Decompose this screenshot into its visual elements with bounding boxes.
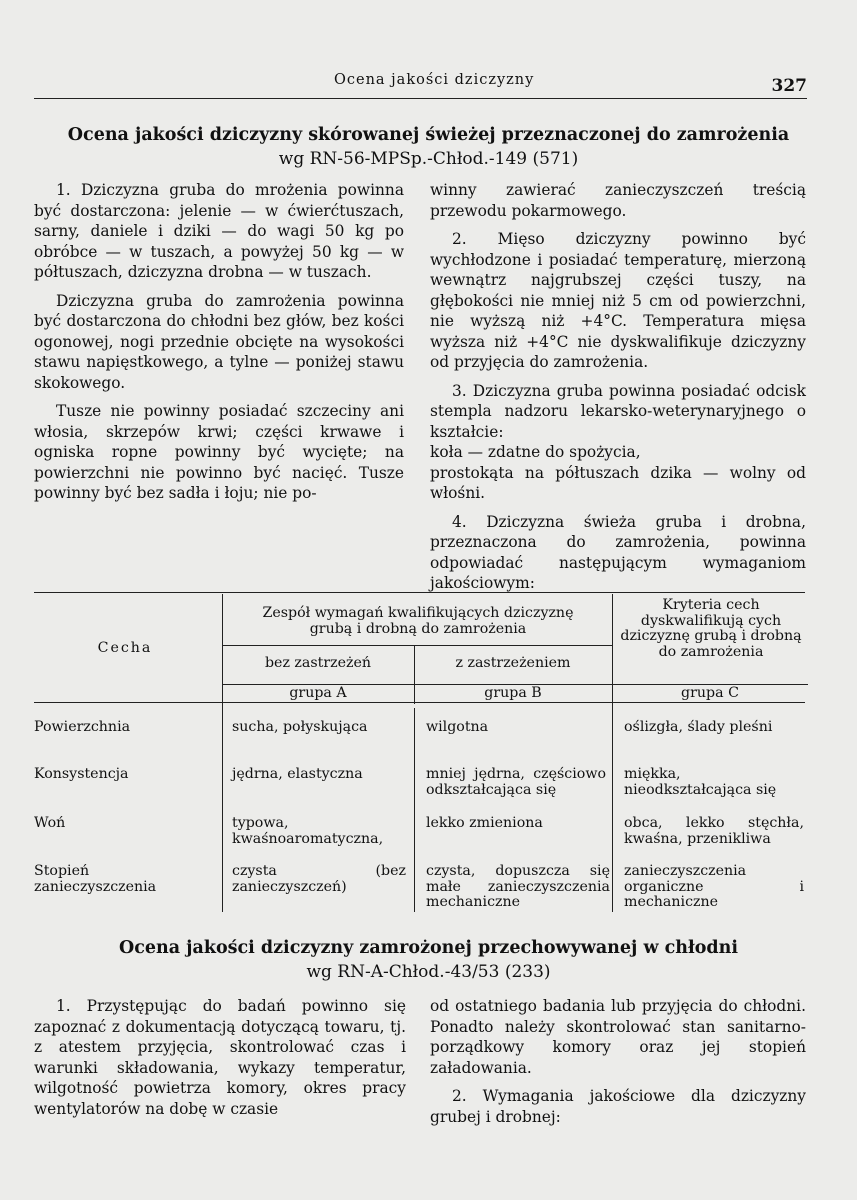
paragraph: Dziczyzna gruba do zamrożenia powinna być dostarczona do chłodni bez głów, bez kości ogonowej, nogi przednie obcięte na wysokości stawu napięstkowego, a tylne — poniżej stawu skokowego. [34, 291, 404, 392]
cell-cecha: Woń [34, 815, 66, 831]
cell-b: lekko zmieniona [426, 815, 543, 831]
group-a-label: grupa A [289, 685, 347, 701]
cell-c: zanieczyszczenia organiczne i mechaniczne [624, 863, 804, 910]
running-title: Ocena jakości dziczyzny [334, 72, 535, 88]
section1-right-column [430, 180, 806, 602]
header-rule [34, 98, 807, 99]
cell-a: typowa, kwaśnoaromatyczna, [232, 815, 384, 847]
cell-c: obca, lekko stęchła, kwaśna, przenikliwa [624, 815, 804, 847]
running-header [34, 72, 807, 100]
cell-a: sucha, połyskująca [232, 719, 368, 735]
paragraph: Tusze nie powinny posiadać szczeciny ani włosia, skrzepów krwi; części krwawe i ogniska ropne powinny być wycięte; na powierzchni nie powinno być nacięć. Tusze powinny być bez sadła i łoju; nie po- [34, 402, 404, 502]
table-header-rule [34, 702, 805, 703]
column-header-sub-b: z zastrzeżeniem [455, 655, 571, 671]
paragraph: od ostatniego badania lub przyjęcia do chłodni. Ponadto należy skontrolować stan sanitarno-porządkowy komory oraz jej stopień załadowania. [430, 997, 806, 1077]
section2-title: Ocena jakości dziczyzny zamrożonej przechowywanej w chłodni [118, 938, 739, 958]
column-header-sub-a: bez zastrzeżeń [264, 655, 372, 671]
column-header-kryteria: Kryteria cech dyskwalifikują cych dziczyznę grubą i drobną do zamrożenia [620, 597, 802, 660]
cell-a: jędrna, elastyczna [232, 766, 363, 782]
section2-subtitle: wg RN-A-Chłod.-43/53 (233) [306, 962, 551, 982]
section2-right-column [430, 996, 806, 1135]
section1-title: Ocena jakości dziczyzny skórowanej świeżej przeznaczonej do zamrożenia [67, 125, 790, 145]
section1-left-column [34, 180, 404, 512]
column-header-group: Zespół wymagań kwalifikujących dziczyznę grubą i drobną do zamrożenia [262, 605, 574, 637]
paragraph: 4. Dziczyzna świeża gruba i drobna, przeznaczona do zamrożenia, powinna odpowiadać następującym wymaganiom jakościowym: [430, 512, 806, 592]
paragraph: prostokąta na półtuszach dzika — wolny od włośni. [430, 463, 806, 502]
table-top-rule [34, 592, 805, 593]
column-header-cecha: Cecha [97, 640, 153, 656]
group-b-label: grupa B [484, 685, 542, 701]
group-c-label: grupa C [681, 685, 739, 701]
paragraph: 1. Dziczyzna gruba do mrożenia powinna być dostarczona: jelenie — w ćwierćtuszach, sarny, daniele i dziki — do wagi 50 kg po obróbce — w tuszach, a powyżej 50 kg — w półtuszach, dziczyzna drobna — w tuszach. [34, 181, 404, 281]
cell-b: wilgotna [426, 719, 489, 735]
cell-b: mniej jędrna, częściowo odkształcająca się [426, 766, 606, 798]
paragraph: 2. Wymagania jakościowe dla dziczyzny grubej i drobnej: [430, 1087, 806, 1126]
paragraph: 2. Mięso dziczyzny powinno być wychłodzone i posiadać temperaturę, mierzoną wewnątrz najgrubszej części tuszy, na głębokości nie mniej niż 5 cm od powierzchni, nie wyższą niż +4°C. Temperatura mięsa wyższa niż +4°C nie dyskwalifikuje dziczyzny od przyjęcia do zamrożenia. [430, 230, 806, 371]
section2-left-column [34, 996, 406, 1127]
cell-c: miękka, nieodkształcająca się [624, 766, 777, 798]
cell-c: oślizgła, ślady pleśni [624, 719, 773, 735]
cell-b: czysta, dopuszcza się małe zanieczyszczenia mechaniczne [426, 863, 610, 910]
section1-subtitle: wg RN-56-MPSp.-Chłod.-149 (571) [278, 149, 579, 169]
cell-cecha: Powierzchnia [34, 719, 131, 735]
paragraph: winny zawierać zanieczyszczeń treścią przewodu pokarmowego. [430, 181, 806, 220]
cell-a: czysta (bez zanieczyszczeń) [232, 863, 406, 895]
paragraph: koła — zdatne do spożycia, [430, 443, 641, 461]
paragraph: 1. Przystępując do badań powinno się zapoznać z dokumentacją dotyczącą towaru, tj. z atestem przyjęcia, skontrolować czas i warunki składowania, wykazy temperatur, wilgotność powietrza komory, okres pracy wentylatorów na dobę w czasie [34, 997, 406, 1118]
cell-cecha: Stopień zanieczyszczenia [34, 863, 157, 895]
cell-cecha: Konsystencja [34, 766, 129, 782]
page-number: 327 [771, 76, 807, 96]
paragraph: 3. Dziczyzna gruba powinna posiadać odcisk stempla nadzoru lekarsko-weterynaryjnego o kształcie: [430, 381, 806, 441]
